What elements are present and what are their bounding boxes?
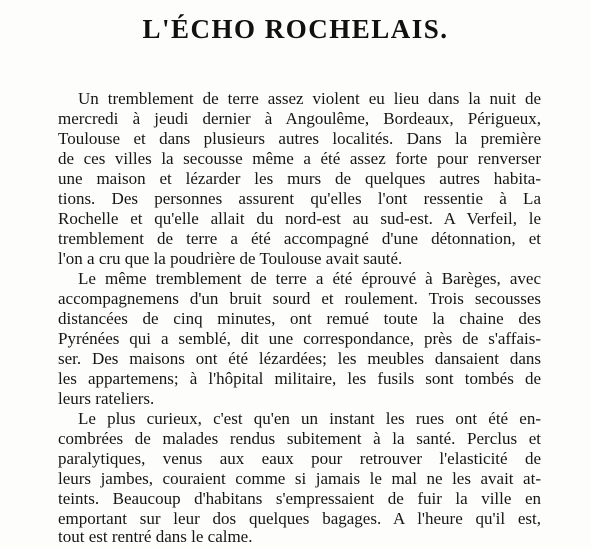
paragraph-2-line-5: ser. Des maisons ont été lézardées; les meubles dansaient dans — [58, 349, 541, 368]
paragraph-1-line-6: tions. Des personnes assurent qu'elles l'ont ressentie à La — [58, 189, 541, 208]
paragraph-2-line-6: les appartemens; à l'hôpital militaire, les fusils sont tombés de — [58, 369, 541, 388]
paragraph-1-line-5: une maison et lézarder les murs de quelques autres habita- — [58, 169, 541, 188]
paragraph-3-line-5: teints. Beaucoup d'habitans s'empressaient de fuir la ville en — [58, 489, 541, 508]
paragraph-3-line-3: paralytiques, venus aux eaux pour retrouver l'elasticité de — [58, 449, 541, 468]
article-title: L'ÉCHO ROCHELAIS. — [142, 14, 449, 44]
paragraph-3-line-2: combrées de malades rendus subitement à la santé. Perclus et — [58, 429, 541, 448]
paragraph-3-line-7: tout est rentré dans le calme. — [58, 527, 253, 546]
paragraph-2-line-1: Le même tremblement de terre a été éprouvé à Barèges, avec — [78, 269, 541, 288]
paragraph-1-line-2: mercredi à jeudi dernier à Angoulême, Bordeaux, Périgueux, — [58, 109, 541, 128]
paragraph-1-line-7: Rochelle et qu'elle allait du nord-est au sud-est. A Verfeil, le — [58, 209, 541, 228]
paragraph-1-line-1: Un tremblement de terre assez violent eu lieu dans la nuit de — [78, 89, 541, 108]
paragraph-1-line-9: l'on a cru que la poudrière de Toulouse avait sauté. — [58, 249, 403, 268]
paragraph-2-line-3: distancées de cinq minutes, ont remué toute la chaine des — [58, 309, 541, 328]
paragraph-3-line-6: emportant sur leur dos quelques bagages. A l'heure qu'il est, — [58, 509, 541, 528]
paragraph-3-line-1: Le plus curieux, c'est qu'en un instant les rues ont été en- — [78, 409, 541, 428]
paragraph-2-line-4: Pyrénées qui a semblé, dit une correspondance, près de s'affais- — [58, 329, 541, 348]
paragraph-1-line-8: tremblement de terre a été accompagné d'une détonnation, et — [58, 229, 541, 248]
paragraph-2-line-2: accompagnemens d'un bruit sourd et roulement. Trois secousses — [58, 289, 541, 308]
paragraph-1-line-3: Toulouse et dans plusieurs autres localités. Dans la première — [58, 129, 541, 148]
paragraph-2-line-7: leurs rateliers. — [58, 389, 155, 408]
paragraph-3-line-4: leurs jambes, couraient comme si jamais le mal ne les avait at- — [58, 469, 541, 488]
paragraph-1-line-4: de ces villes la secousse même a été assez forte pour renverser — [58, 149, 541, 168]
